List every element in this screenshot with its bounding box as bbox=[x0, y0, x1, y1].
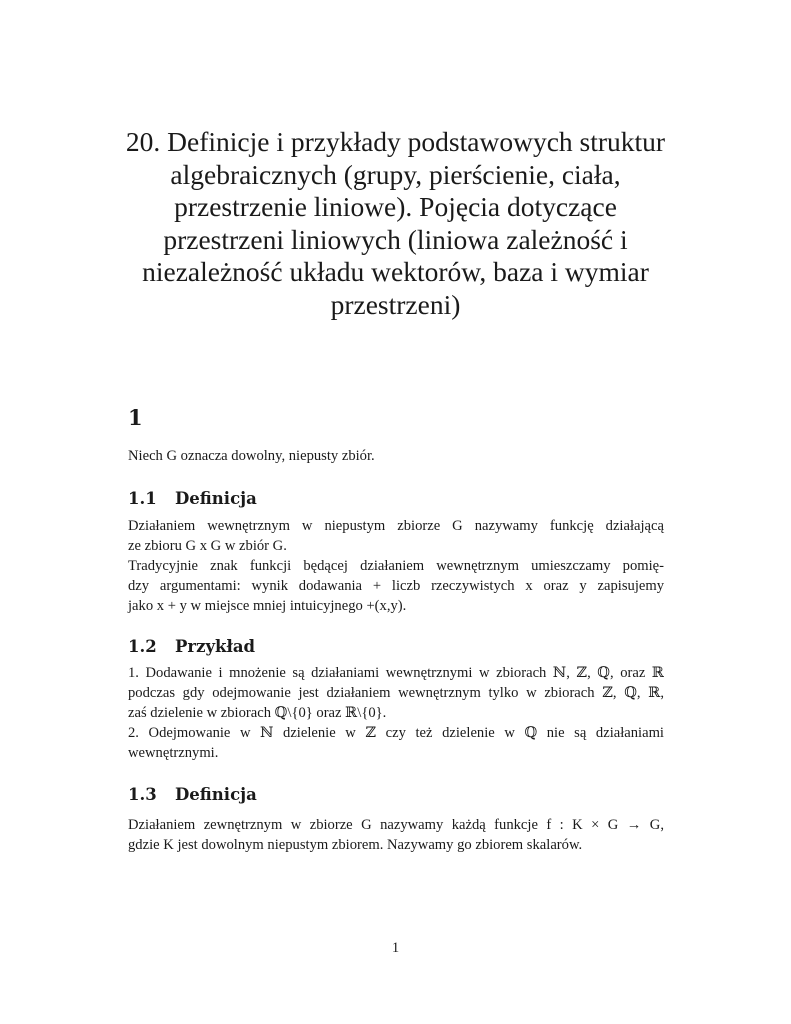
paragraph-line: podczas gdy odejmowanie jest działaniem wewnętrznym tylko w zbiorach ℤ, ℚ, ℝ, bbox=[128, 685, 664, 701]
paragraph-line: dzy argumentami: wynik dodawania + liczb rzeczywistych x oraz y zapisujemy bbox=[128, 578, 664, 594]
paragraph-line: 2. Odejmowanie w ℕ dzielenie w ℤ czy też dzielenie w ℚ nie są działaniami bbox=[128, 725, 664, 741]
subsection-body bbox=[128, 815, 664, 855]
paragraph-line: Tradycyjnie znak funkcji będącej działaniem wewnętrznym umieszczamy pomię- bbox=[128, 558, 664, 574]
title-line: przestrzeni liniowych (liniowa zależność i bbox=[163, 223, 628, 255]
paragraph-line: ze zbioru G x G w zbiór G. bbox=[128, 538, 287, 554]
paragraph-line: gdzie K jest dowolnym niepustym zbiorem. Nazywamy go zbiorem skalarów. bbox=[128, 837, 583, 853]
paragraph-line: Niech G oznacza dowolny, niepusty zbiór. bbox=[128, 448, 375, 464]
subsection-title: Definicja bbox=[175, 489, 257, 508]
paragraph-line: 1. Dodawanie i mnożenie są działaniami wewnętrznymi w zbiorach ℕ, ℤ, ℚ, oraz ℝ bbox=[128, 665, 664, 681]
subsection-title: Definicja bbox=[175, 785, 257, 804]
title-line: 20. Definicje i przykłady podstawowych struktur bbox=[125, 126, 666, 157]
page-number: 1 bbox=[391, 940, 400, 956]
subsection-title: Przykład bbox=[175, 637, 256, 656]
title-line: niezależność układu wektorów, baza i wymiar bbox=[142, 256, 649, 287]
subsection-number: 1.3 bbox=[128, 785, 157, 804]
subsection-number: 1.1 bbox=[128, 489, 157, 508]
document-title bbox=[110, 126, 681, 321]
paragraph-line: wewnętrznymi. bbox=[128, 745, 219, 761]
subsection-number: 1.2 bbox=[128, 637, 157, 656]
subsection-heading bbox=[128, 489, 664, 509]
section-number: 1 bbox=[128, 405, 143, 430]
subsection-body bbox=[128, 663, 664, 763]
subsection-body bbox=[128, 516, 664, 616]
title-line: przestrzeni) bbox=[330, 288, 461, 320]
paragraph-line: jako x + y w miejsce mniej intuicyjnego +(x,y). bbox=[128, 598, 407, 614]
subsection-heading bbox=[128, 785, 664, 805]
paragraph-line: Działaniem wewnętrznym w niepustym zbiorze G nazywamy funkcję działającą bbox=[128, 518, 664, 534]
section-heading bbox=[128, 406, 664, 430]
section-intro bbox=[128, 446, 664, 466]
title-line: przestrzenie liniowe). Pojęcia dotyczące bbox=[174, 191, 617, 222]
title-line: algebraicznych (grupy, pierścienie, ciała, bbox=[170, 158, 621, 190]
paragraph-line: zaś dzielenie w zbiorach ℚ\{0} oraz ℝ\{0}. bbox=[128, 705, 387, 721]
subsection-heading bbox=[128, 637, 664, 657]
paragraph-line: Działaniem zewnętrznym w zbiorze G nazywamy każdą funkcje f : K × G → G, bbox=[128, 817, 664, 833]
